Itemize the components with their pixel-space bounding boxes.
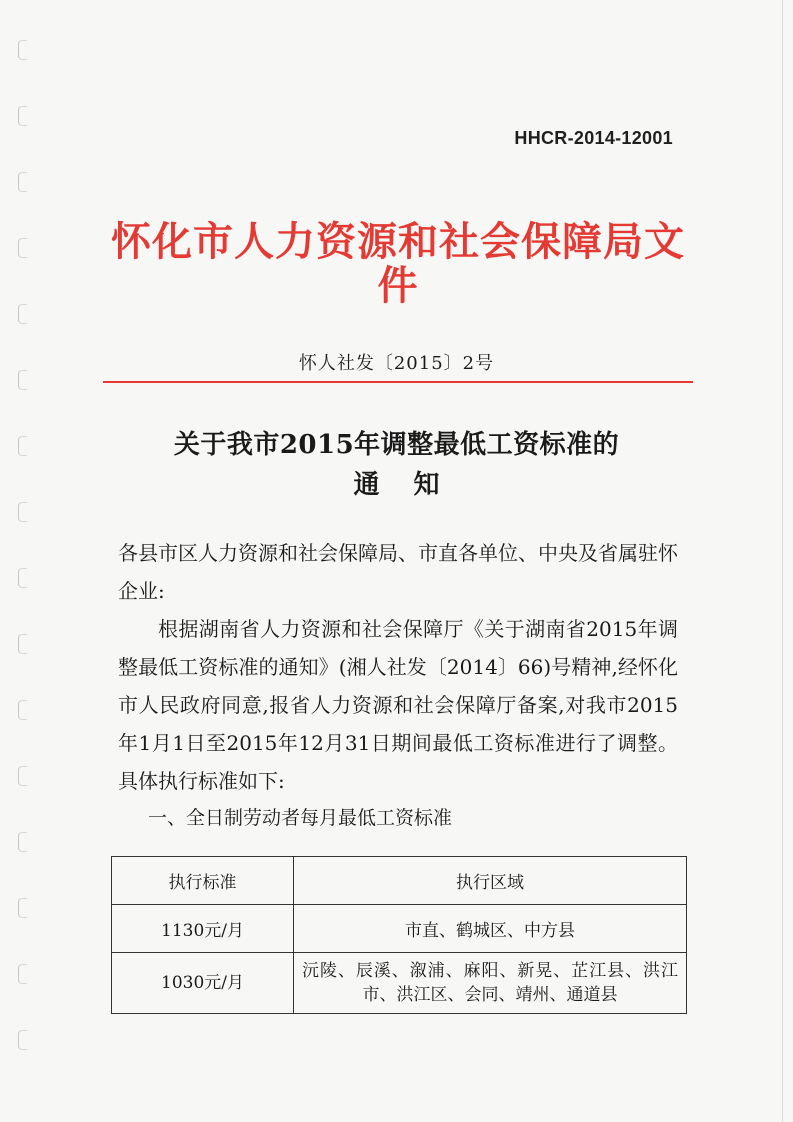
table-row — [112, 905, 687, 953]
document-number: 怀人社发〔2015〕2号 — [298, 353, 495, 374]
binding-mark — [18, 172, 27, 192]
wage-standard-cell: 1030元/月 — [112, 953, 294, 1014]
page-edge — [782, 0, 783, 1122]
binding-mark — [18, 964, 27, 984]
minimum-wage-table — [111, 856, 687, 1014]
binding-mark — [18, 106, 27, 126]
binding-mark — [18, 898, 27, 918]
binding-mark — [18, 700, 27, 720]
binding-mark — [18, 40, 27, 60]
wage-standard-cell: 1130元/月 — [112, 905, 294, 953]
recipients: 各县市区人力资源和社会保障局、市直各单位、中央及省属驻怀企业: — [118, 541, 678, 603]
agency-letterhead-title: 怀化市人力资源和社会保障局文件 — [111, 219, 685, 309]
section-heading: 一、全日制劳动者每月最低工资标准 — [148, 807, 453, 829]
binding-mark — [18, 766, 27, 786]
binding-mark — [18, 568, 27, 588]
binding-mark — [18, 502, 27, 522]
column-header-area: 执行区域 — [294, 857, 687, 905]
table-row — [112, 953, 687, 1014]
area-cell: 沅陵、辰溪、溆浦、麻阳、新晃、芷江县、洪江市、洪江区、会同、靖州、通道县 — [294, 953, 687, 1014]
notice-title-line-1: 关于我市2015年调整最低工资标准的 — [173, 430, 620, 460]
column-header-standard: 执行标准 — [112, 857, 294, 905]
notice-body — [118, 534, 678, 836]
notice-title-line-2: 通知 — [353, 470, 474, 500]
red-divider — [103, 381, 693, 383]
document-code: HHCR-2014-12001 — [514, 128, 673, 148]
table-header-row — [112, 857, 687, 905]
binding-holes — [18, 40, 38, 1100]
body-paragraph: 根据湖南省人力资源和社会保障厅《关于湖南省2015年调整最低工资标准的通知》(湘人社发〔2014〕66)号精神,经怀化市人民政府同意,报省人力资源和社会保障厅备案,对我市2015年1月1日至2015年12月31日期间最低工资标准进行了调整。具体执行标准如下: — [118, 617, 678, 793]
binding-mark — [18, 832, 27, 852]
binding-mark — [18, 304, 27, 324]
notice-title — [0, 425, 793, 505]
binding-mark — [18, 634, 27, 654]
binding-mark — [18, 238, 27, 258]
area-cell: 市直、鹤城区、中方县 — [294, 905, 687, 953]
binding-mark — [18, 1030, 27, 1050]
